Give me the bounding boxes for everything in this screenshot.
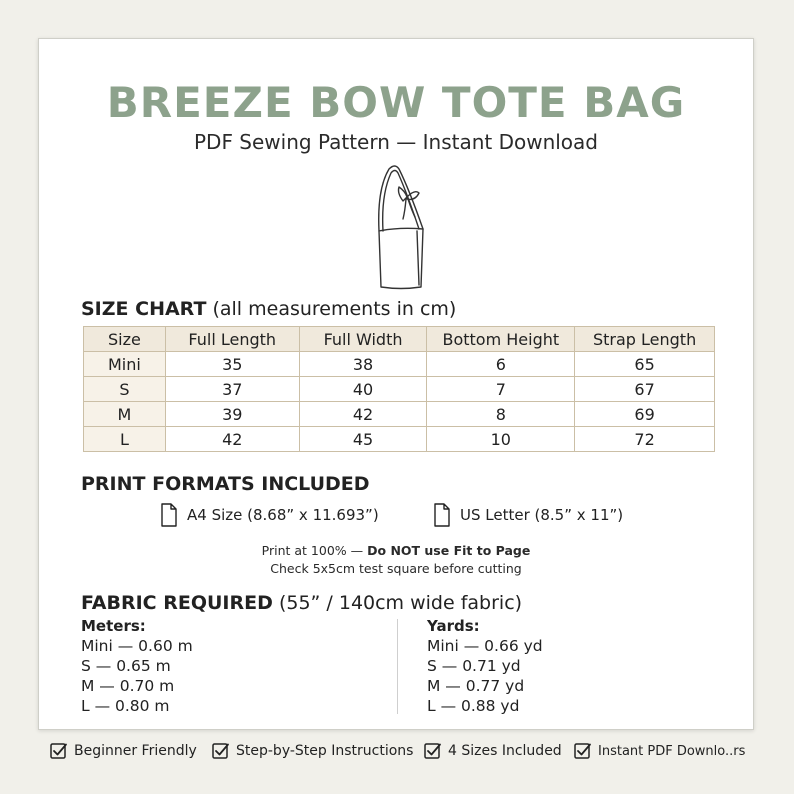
fabric-yards-column [427,616,543,716]
list-item: S — 0.71 yd [427,657,521,675]
table-cell: 39 [165,402,299,427]
table-row [84,427,715,452]
table-cell: 69 [575,402,715,427]
list-item: M — 0.70 m [81,677,175,695]
table-row [84,377,715,402]
yards-label: Yards: [427,617,480,635]
table-row [84,402,715,427]
print-note-line1: Print at 100% — Do NOT use Fit to Page [261,543,531,558]
column-header: Full Length [165,327,299,352]
feature-item: 4 Sizes Included [424,742,562,760]
fabric-meters-column [81,616,193,716]
column-header: Full Width [299,327,427,352]
table-cell: 35 [165,352,299,377]
print-note-line2: Check 5x5cm test square before cutting [270,561,522,576]
list-item: M — 0.77 yd [427,677,525,695]
checkbox-checked-icon [212,742,230,760]
format-us-letter [434,503,623,527]
feature-footer [0,742,794,768]
size-chart-table [83,326,715,452]
table-cell: 42 [165,427,299,452]
column-header: Bottom Height [427,327,575,352]
meters-label: Meters: [81,617,146,635]
table-row [84,352,715,377]
print-formats-heading: PRINT FORMATS INCLUDED [81,473,370,495]
feature-item: Instant PDF Downlo..rs [574,742,745,760]
table-header-row [84,327,715,352]
table-cell: 45 [299,427,427,452]
table-cell: 6 [427,352,575,377]
document-icon [161,503,177,527]
table-cell: L [84,427,166,452]
column-header: Size [84,327,166,352]
fabric-heading: FABRIC REQUIRED (55” / 140cm wide fabric) [81,592,523,614]
table-cell: 40 [299,377,427,402]
list-item: L — 0.88 yd [427,697,520,715]
list-item: Mini — 0.60 m [81,637,193,655]
column-divider [397,619,398,714]
feature-item: Step-by-Step Instructions [212,742,413,760]
checkbox-checked-icon [574,742,592,760]
pattern-card [38,38,754,730]
table-cell: S [84,377,166,402]
list-item: L — 0.80 m [81,697,170,715]
table-cell: 42 [299,402,427,427]
format-label: US Letter (8.5” x 11”) [460,506,624,524]
format-a4 [161,503,379,527]
feature-item: Beginner Friendly [50,742,197,760]
list-item: S — 0.65 m [81,657,171,675]
column-header: Strap Length [575,327,715,352]
checkbox-checked-icon [50,742,68,760]
document-icon [434,503,450,527]
table-cell: 38 [299,352,427,377]
table-cell: 65 [575,352,715,377]
tote-bag-bow-icon [359,159,439,319]
table-cell: 67 [575,377,715,402]
table-cell: 8 [427,402,575,427]
table-cell: Mini [84,352,166,377]
table-cell: 37 [165,377,299,402]
page-title: BREEZE BOW TOTE BAG [106,78,686,127]
table-cell: 7 [427,377,575,402]
list-item: Mini — 0.66 yd [427,637,543,655]
table-cell: 72 [575,427,715,452]
format-label: A4 Size (8.68” x 11.693”) [187,506,379,524]
table-cell: M [84,402,166,427]
size-chart-heading: SIZE CHART (all measurements in cm) [81,298,457,320]
page-subtitle: PDF Sewing Pattern — Instant Download [193,130,598,154]
table-cell: 10 [427,427,575,452]
checkbox-checked-icon [424,742,442,760]
